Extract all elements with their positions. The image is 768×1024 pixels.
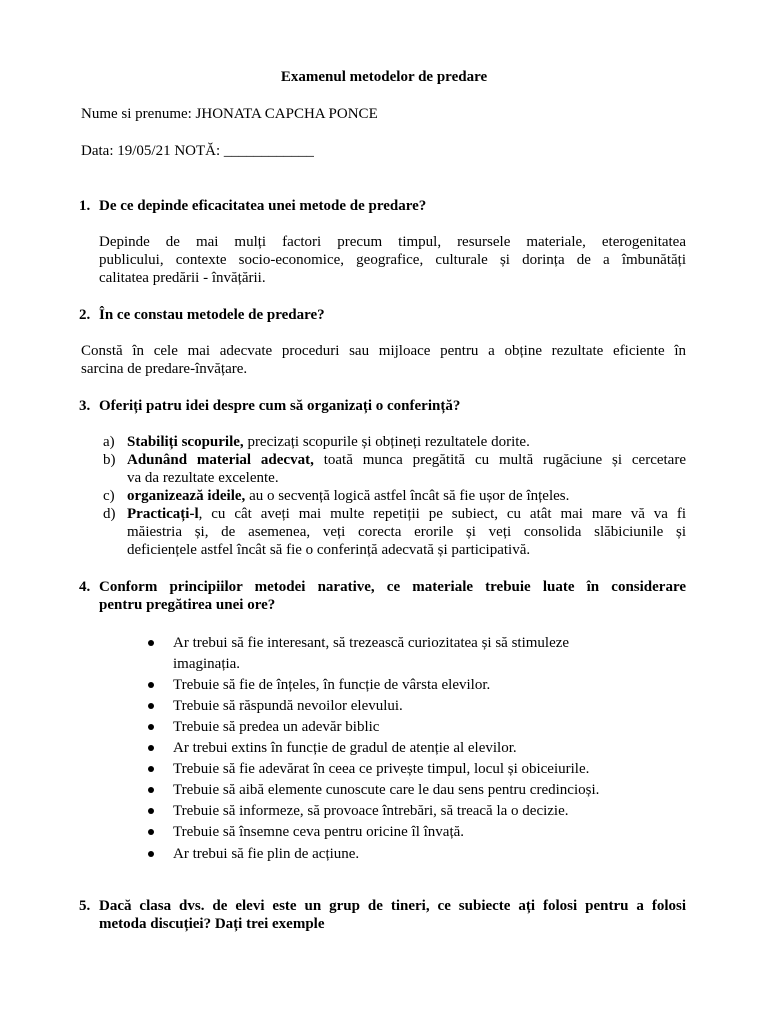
q3-item-bold: Stabiliți scopurile, xyxy=(127,434,244,450)
q3-item-a xyxy=(127,433,530,452)
q3-item-bold: organizează ideile, xyxy=(127,488,246,504)
q3-item-label: c) xyxy=(103,488,115,504)
q1-question: De ce depinde eficacitatea unei metode de predare? xyxy=(99,198,427,214)
bullet-dot xyxy=(148,724,154,730)
q5-question-line: Dacă clasa dvs. de elevi este un grup de tineri, ce subiecte ați folosi pentru a folosi xyxy=(99,898,686,914)
q4-bullet-text: Trebuie să informeze, să provoace întrebări, să treacă la o decizie. xyxy=(173,803,569,819)
q4-bullet-text: Trebuie să fie adevărat în ceea ce privește timpul, locul și obiceiurile. xyxy=(173,761,590,777)
q3-item-text: precizați scopurile și obțineți rezultatele dorite. xyxy=(243,434,530,450)
q1-answer-line: calitatea predării - învățării. xyxy=(99,270,266,286)
q4-bullet-text: Trebuie să răspundă nevoilor elevului. xyxy=(173,698,403,714)
q3-item-label: b) xyxy=(103,452,116,468)
q3-item-label: d) xyxy=(103,506,116,522)
q3-item-text: măiestria și, de asemenea, veți corecta erorile și veți consolida slăbiciunile și xyxy=(127,524,686,540)
q3-item-text: va da rezultate excelente. xyxy=(127,470,279,486)
q4-question-line: pentru pregătirea unei ore? xyxy=(99,597,276,613)
q5-question-line: metoda discuției? Dați trei exemple xyxy=(99,916,325,932)
bullet-dot xyxy=(148,808,154,814)
q4-bullet-text: Trebuie să fie de înțeles, în funcție de vârsta elevilor. xyxy=(173,677,491,693)
q4-number: 4. xyxy=(79,579,91,595)
date-line: Data: 19/05/21 NOTĂ: ____________ xyxy=(81,143,314,159)
bullet-dot xyxy=(148,640,154,646)
q3-item-b xyxy=(127,451,686,470)
q1-answer-line: Depinde de mai mulți factori precum timpul, resursele materiale, eterogenitatea xyxy=(99,234,686,250)
q4-bullet-text: Trebuie să predea un adevăr biblic xyxy=(173,719,380,735)
q4-question-line: Conform principiilor metodei narative, ce materiale trebuie luate în considerare xyxy=(99,579,686,595)
q1-number: 1. xyxy=(79,198,91,214)
q4-bullet-text: Trebuie să aibă elemente cunoscute care le dau sens pentru credincioși. xyxy=(173,782,600,798)
name-line: Nume si prenume: JHONATA CAPCHA PONCE xyxy=(81,106,378,122)
document-title: Examenul metodelor de predare xyxy=(280,69,488,85)
q3-item-text: toată munca pregătită cu multă rugăciune și cercetare xyxy=(313,452,686,468)
q4-bullet-text: Ar trebui extins în funcție de gradul de atenție al elevilor. xyxy=(173,740,517,756)
bullet-dot xyxy=(148,745,154,751)
bullet-dot xyxy=(148,787,154,793)
q2-number: 2. xyxy=(79,307,91,323)
bullet-dot xyxy=(148,703,154,709)
q4-bullet-text: Trebuie să însemne ceva pentru oricine îl învață. xyxy=(173,824,465,840)
q2-question: În ce constau metodele de predare? xyxy=(99,307,325,323)
bullet-dot xyxy=(148,851,154,857)
q2-answer-line: Constă în cele mai adecvate proceduri sau mijloace pentru a obține rezultate eficiente în xyxy=(81,343,686,359)
q5-number: 5. xyxy=(79,898,91,914)
q3-number: 3. xyxy=(79,398,91,414)
q3-item-c xyxy=(127,487,569,506)
q4-bullet-text: Ar trebui să fie plin de acțiune. xyxy=(173,846,360,862)
bullet-dot xyxy=(148,682,154,688)
q3-item-label: a) xyxy=(103,434,115,450)
q4-bullet-text: Ar trebui să fie interesant, să trezească curiozitatea și să stimuleze xyxy=(173,635,570,651)
bullet-dot xyxy=(148,766,154,772)
bullet-dot xyxy=(148,829,154,835)
q2-answer-line: sarcina de predare-învățare. xyxy=(81,361,248,377)
q3-item-bold: Practicați-l xyxy=(127,506,199,522)
q1-answer-line: publicului, contexte socio-economice, geografice, culturale și dorința de a îmbunătăți xyxy=(99,252,686,268)
q3-item-text: , cu cât aveți mai multe repetiții pe subiect, cu atât mai mare vă va fi xyxy=(198,506,686,522)
q3-item-text: deficiențele astfel încât să fie o conferință adecvată și participativă. xyxy=(127,542,531,558)
q3-question: Oferiți patru idei despre cum să organizați o conferință? xyxy=(99,398,461,414)
q4-bullet-text: imaginația. xyxy=(173,656,241,672)
q3-item-text: au o secvență logică astfel încât să fie ușor de înțeles. xyxy=(245,488,570,504)
q3-item-bold: Adunând material adecvat, xyxy=(127,452,314,468)
q3-item-d xyxy=(127,505,686,524)
